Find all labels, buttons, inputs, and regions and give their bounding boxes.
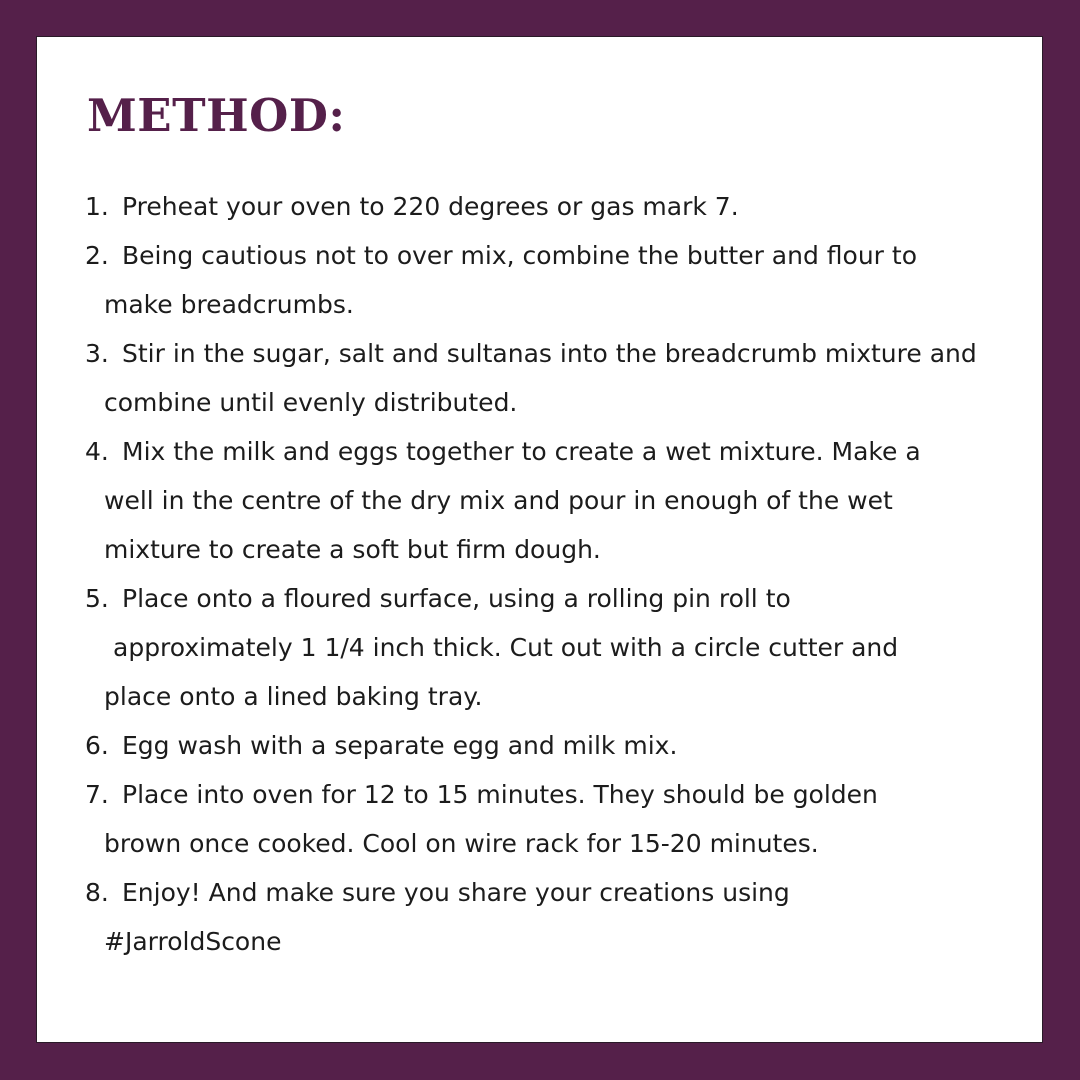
method-heading: METHOD:	[87, 89, 346, 142]
step-text: Place onto a floured surface, using a rolling pin roll to	[122, 584, 791, 613]
step-text: Mix the milk and eggs together to create a wet mixture. Make a	[122, 437, 921, 466]
step-text: place onto a lined baking tray.	[104, 682, 483, 711]
step-number: 8.	[85, 878, 109, 907]
step-number: 3.	[85, 339, 109, 368]
step-text: Stir in the sugar, salt and sultanas into the breadcrumb mixture and	[122, 339, 977, 368]
step-text: Egg wash with a separate egg and milk mix.	[122, 731, 678, 760]
step-item	[85, 868, 1025, 966]
step-number: 2.	[85, 241, 109, 270]
step-text: Place into oven for 12 to 15 minutes. They should be golden	[122, 780, 878, 809]
step-number: 5.	[85, 584, 109, 613]
step-item	[85, 574, 1025, 721]
step-text: Enjoy! And make sure you share your creations using	[122, 878, 790, 907]
step-item	[85, 231, 1025, 329]
step-item	[85, 770, 1025, 868]
recipe-card	[36, 36, 1043, 1043]
step-number: 7.	[85, 780, 109, 809]
step-text: Preheat your oven to 220 degrees or gas mark 7.	[122, 192, 739, 221]
step-text: combine until evenly distributed.	[104, 388, 518, 417]
step-text: well in the centre of the dry mix and pour in enough of the wet	[104, 486, 893, 515]
step-text: make breadcrumbs.	[104, 290, 354, 319]
step-text: approximately 1 1/4 inch thick. Cut out with a circle cutter and	[113, 633, 899, 662]
step-item	[85, 329, 1025, 427]
step-item	[85, 427, 1025, 574]
hashtag: #JarroldScone	[104, 927, 282, 956]
step-text: mixture to create a soft but firm dough.	[104, 535, 601, 564]
step-item	[85, 182, 1025, 231]
step-item	[85, 721, 1025, 770]
method-steps-list	[85, 182, 1025, 966]
step-number: 4.	[85, 437, 109, 466]
step-text: brown once cooked. Cool on wire rack for 15-20 minutes.	[104, 829, 819, 858]
step-number: 6.	[85, 731, 109, 760]
step-text: Being cautious not to over mix, combine the butter and flour to	[122, 241, 917, 270]
step-number: 1.	[85, 192, 109, 221]
